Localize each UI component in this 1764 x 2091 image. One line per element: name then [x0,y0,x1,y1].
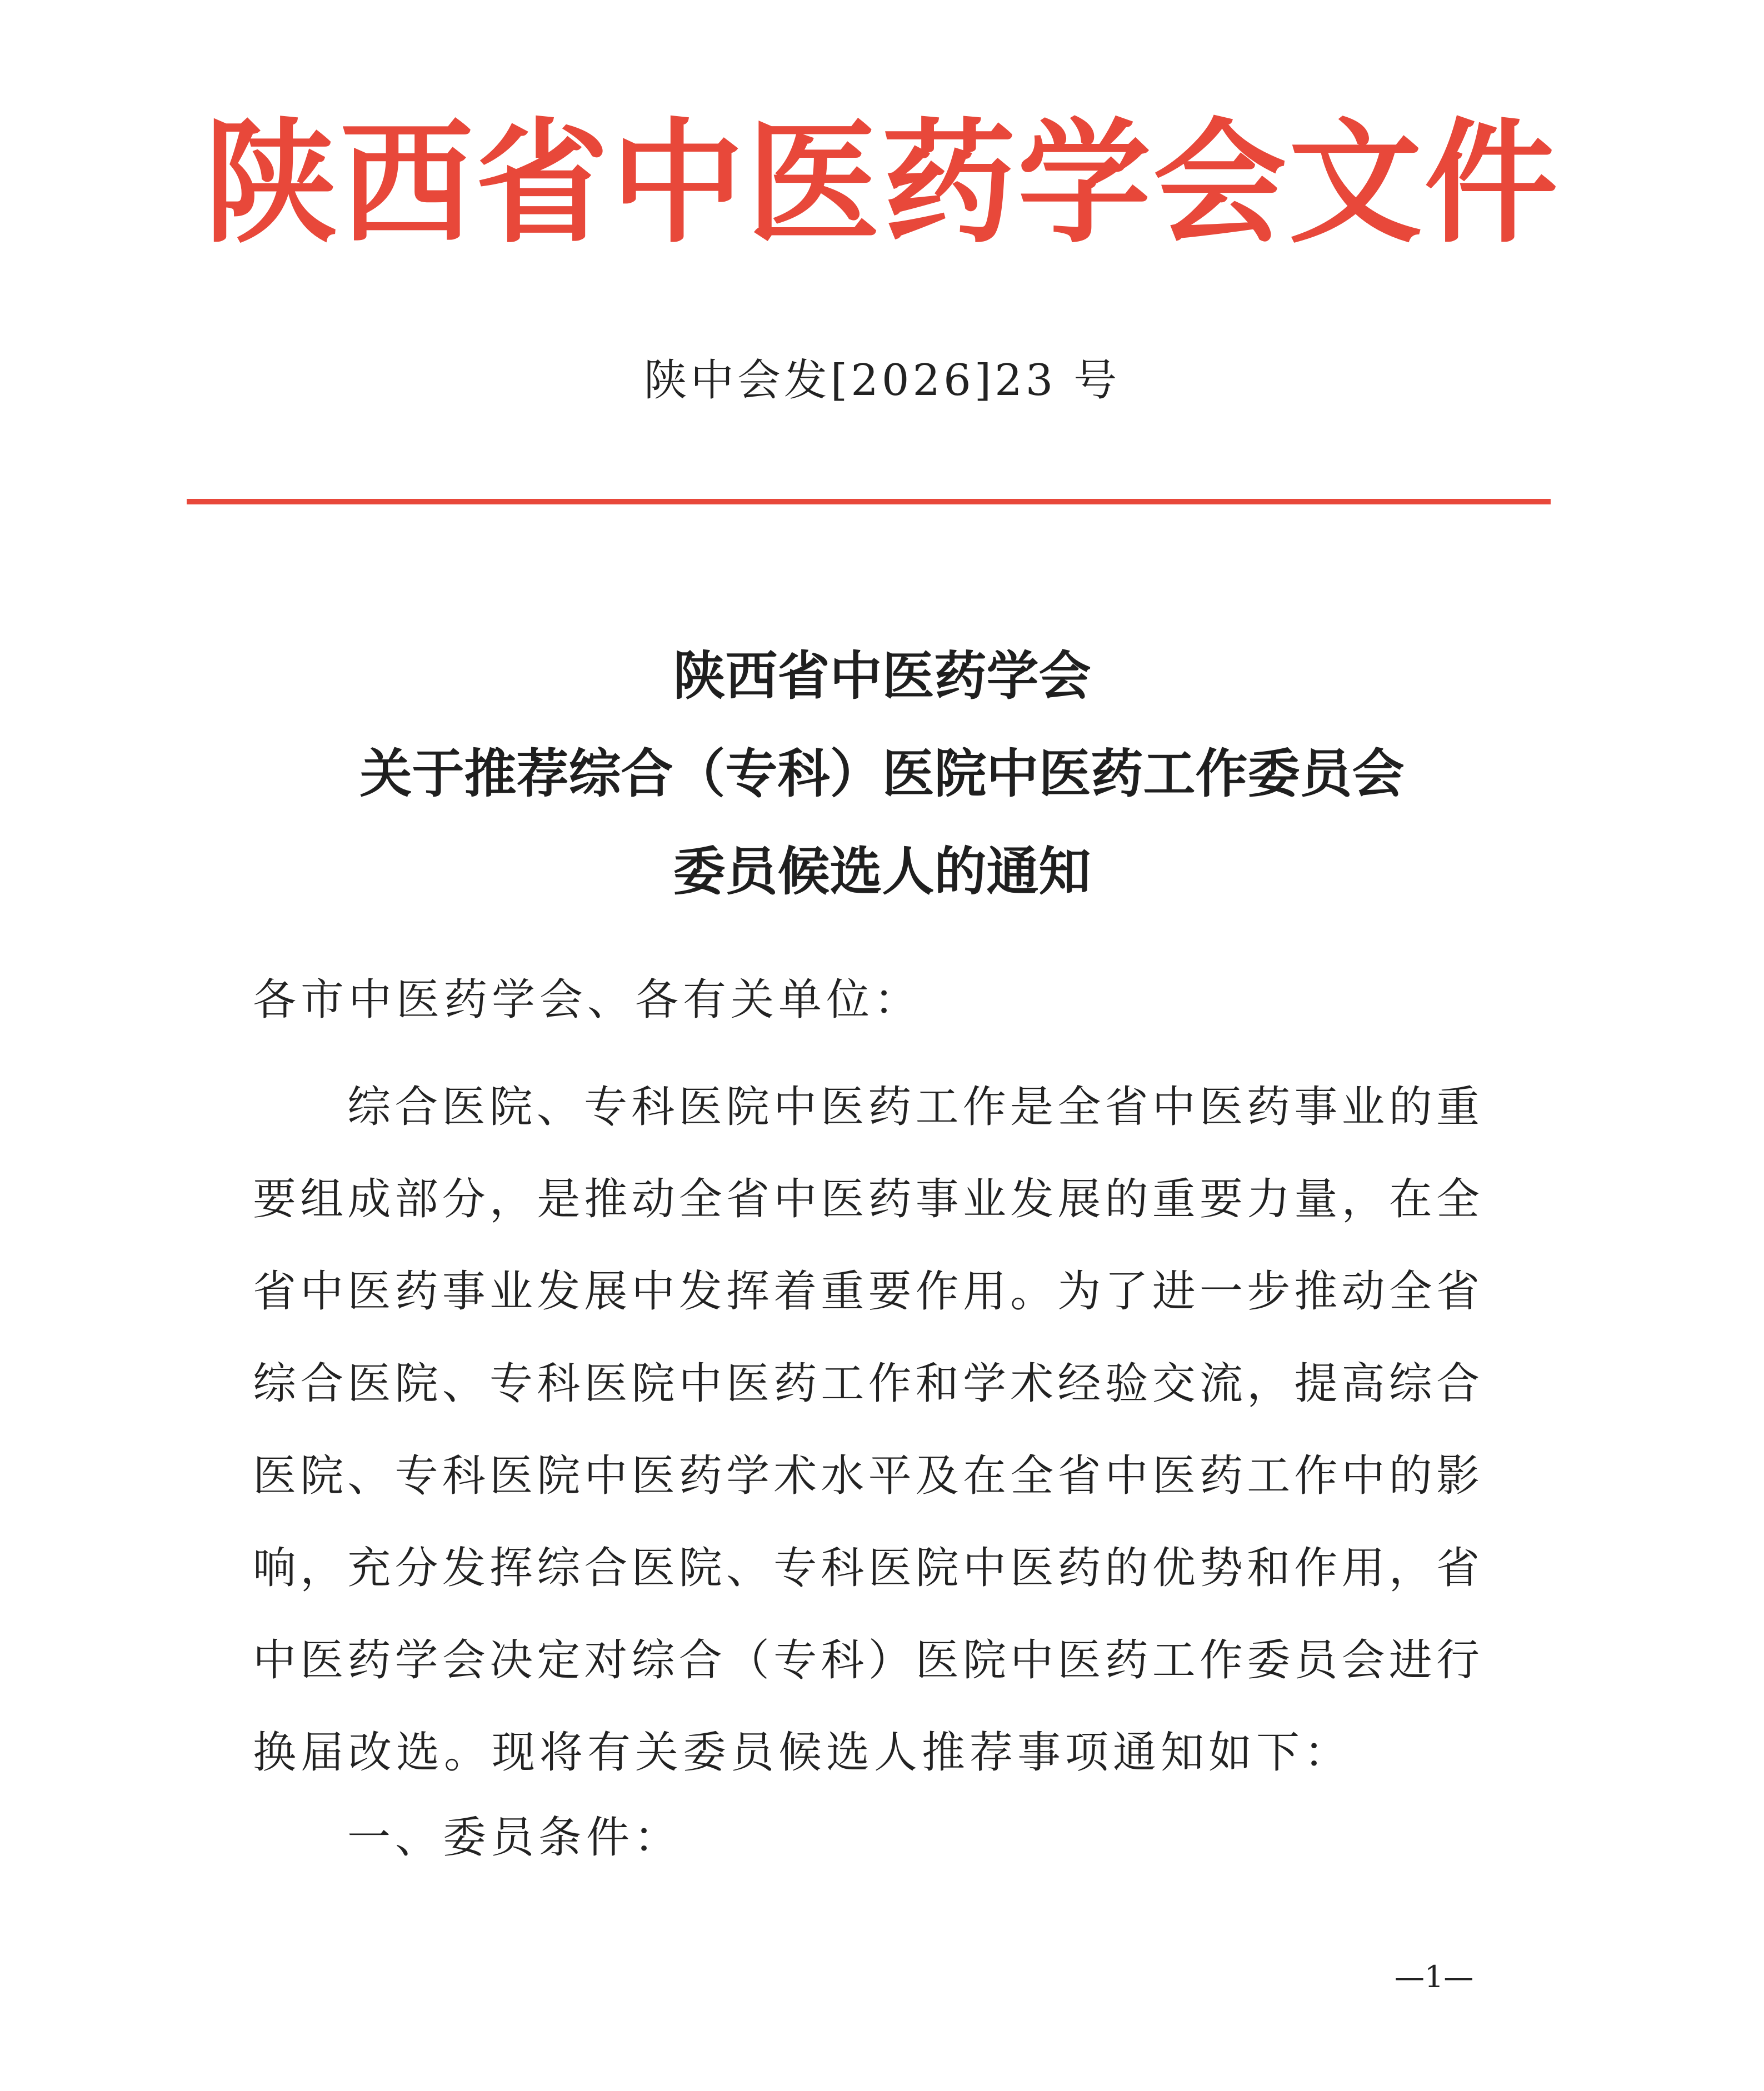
page-number: —1— [1395,1959,1474,1994]
red-divider-line [187,499,1551,504]
body-paragraph [253,1061,1481,1799]
section-heading-1: 一、委员条件： [347,1813,682,1863]
body-line: 综合医院、专科医院中医药工作和学术经验交流，提高综合 [253,1359,1481,1409]
body-line: 中医药学会决定对综合（专科）医院中医药工作委员会进行 [253,1635,1481,1685]
notice-title-line-3: 委员候选人的通知 [673,842,1091,902]
body-line: 医院、专科医院中医药学术水平及在全省中医药工作中的影 [253,1451,1481,1501]
notice-title-line-1: 陕西省中医药学会 [673,646,1091,707]
masthead-title: 陕西省中医药学会文件 [204,106,1560,261]
salutation: 各市中医药学会、各有关单位： [253,975,922,1025]
body-line: 省中医药事业发展中发挥着重要作用。为了进一步推动全省 [253,1267,1481,1317]
body-line: 换届改选。现将有关委员候选人推荐事项通知如下： [253,1728,1352,1778]
notice-title-line-2: 关于推荐综合（专科）医院中医药工作委员会 [359,744,1405,804]
body-line: 综合医院、专科医院中医药工作是全省中医药事业的重 [347,1082,1481,1132]
body-line: 要组成部分，是推动全省中医药事业发展的重要力量，在全 [253,1174,1481,1224]
body-line: 响，充分发挥综合医院、专科医院中医药的优势和作用，省 [253,1543,1481,1593]
document-number: 陕中会发[2026]23 号 [643,356,1121,406]
notice-title [0,628,1764,921]
